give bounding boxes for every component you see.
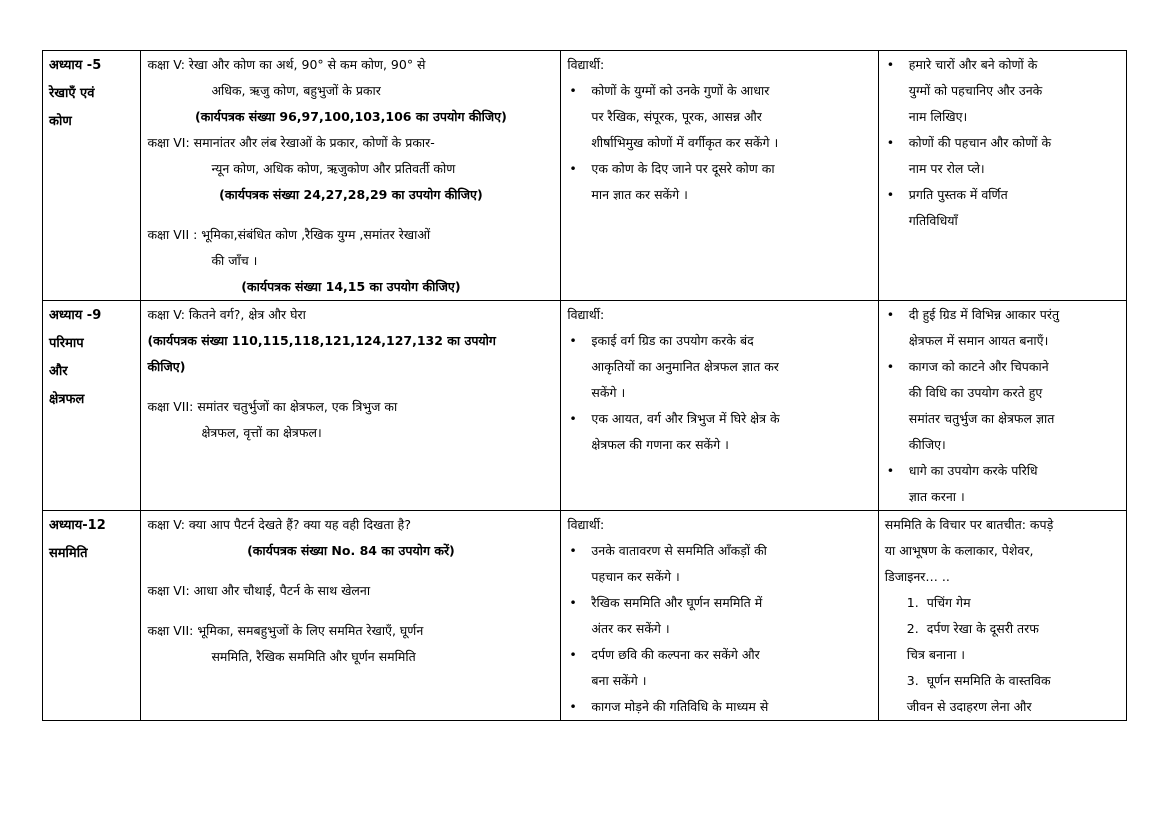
list-item-line: पर रैखिक, संपूरक, पूरक, आसन्न और <box>591 109 762 124</box>
list-item-line: • रैखिक सममिति और घूर्णन सममिति में <box>591 595 763 610</box>
item-text: दर्पण रेखा के दूसरी तरफ <box>926 621 1039 636</box>
spacer <box>147 564 554 578</box>
topic-line: कीजिए) <box>147 359 186 374</box>
students-heading: विद्यार्थी: <box>567 57 605 72</box>
list-item-line: कीजिए। <box>908 437 946 452</box>
list-item-line: • कोणों के युग्मों को उनके गुणों के आधार <box>591 83 770 98</box>
list-item <box>885 182 1120 234</box>
numbered-activity-list <box>885 590 1120 720</box>
table-row <box>43 51 1127 301</box>
class-topics-cell <box>141 51 561 301</box>
list-item-line: शीर्षाभिमुख कोणों में वर्गीकृत कर सकेंगे । <box>591 135 779 150</box>
activities-cell <box>878 511 1126 721</box>
chapter-cell <box>43 51 141 301</box>
learning-outcomes-cell <box>561 301 878 511</box>
topic-line: कक्षा VII : भूमिका,संबंधित कोण ,रैखिक युग्म ,समांतर रेखाओं <box>147 227 431 242</box>
list-item <box>885 130 1120 182</box>
topic-line: कक्षा V: रेखा और कोण का अर्थ, 90° से कम कोण, 90° से <box>147 57 426 72</box>
learning-outcomes-cell <box>561 511 878 721</box>
list-item-line: बना सकेंगे । <box>591 673 647 688</box>
topic-line: कक्षा V: कितने वर्ग?, क्षेत्र और घेरा <box>147 307 306 322</box>
class-topics-cell <box>141 511 561 721</box>
list-item <box>885 52 1120 130</box>
numbered-item <box>907 668 1120 694</box>
chapter-title-line: अध्याय-12 <box>49 518 106 533</box>
topic-line: कक्षा VI: आधा और चौथाई, पैटर्न के साथ खेलना <box>147 583 371 598</box>
list-item-line: • इकाई वर्ग ग्रिड का उपयोग करके बंद <box>591 333 754 348</box>
activity-intro-line: डिजाइनर… .. <box>884 569 950 584</box>
list-item <box>885 458 1120 510</box>
list-item-line: ज्ञात करना । <box>908 489 965 504</box>
list-item <box>567 538 871 590</box>
list-item-line: • दर्पण छवि की कल्पना कर सकेंगे और <box>591 647 760 662</box>
learning-outcomes-cell <box>561 51 878 301</box>
list-item-line: मान ज्ञात कर सकेंगे । <box>591 187 688 202</box>
list-item-line: • प्रगति पुस्तक में वर्णित <box>908 187 1008 202</box>
topic-line: कक्षा VII: भूमिका, समबहुभुजों के लिए सममित रेखाएँ, घूर्णन <box>147 623 424 638</box>
list-item <box>567 328 871 406</box>
list-item <box>567 694 871 720</box>
activities-cell <box>878 51 1126 301</box>
list-item-line: क्षेत्रफल की गणना कर सकेंगे । <box>591 437 729 452</box>
students-heading: विद्यार्थी: <box>567 307 605 322</box>
spacer <box>147 208 554 222</box>
topic-line: न्यून कोण, अधिक कोण, ऋजुकोण और प्रतिवर्ती कोण <box>211 161 456 176</box>
topic-line: क्षेत्रफल, वृत्तों का क्षेत्रफल। <box>201 425 322 440</box>
outcome-list <box>567 328 871 458</box>
item-number: 2. <box>906 621 919 636</box>
list-item-line: • दी हुई ग्रिड में विभिन्न आकार परंतु <box>908 307 1060 322</box>
item-text-continued: जीवन से उदाहरण लेना और <box>906 699 1032 714</box>
topic-line: की जाँच । <box>211 253 258 268</box>
list-item-line: • कागज मोड़ने की गतिविधि के माध्यम से <box>591 699 769 714</box>
class-topics-cell <box>141 301 561 511</box>
chapter-title-line: सममिति <box>49 546 88 561</box>
worksheet-note: (कार्यपत्रक संख्या 24,27,28,29 का उपयोग कीजिए) <box>219 187 483 202</box>
list-item-line: आकृतियों का अनुमानित क्षेत्रफल ज्ञात कर <box>591 359 779 374</box>
list-item-line: • उनके वातावरण से सममिति आँकड़ों की <box>591 543 767 558</box>
table-row <box>43 511 1127 721</box>
list-item-line: • हमारे चारों और बने कोणों के <box>908 57 1038 72</box>
outcome-list <box>567 78 871 208</box>
worksheet-note: (कार्यपत्रक संख्या 14,15 का उपयोग कीजिए) <box>241 279 461 294</box>
worksheet-note: (कार्यपत्रक संख्या No. 84 का उपयोग करें) <box>247 543 455 558</box>
activity-intro-line: सममिति के विचार पर बातचीत: कपड़े <box>884 517 1054 532</box>
table-row <box>43 301 1127 511</box>
activities-cell <box>878 301 1126 511</box>
list-item-line: • कागज को काटने और चिपकाने <box>908 359 1049 374</box>
list-item-line: समांतर चतुर्भुज का क्षेत्रफल ज्ञात <box>908 411 1055 426</box>
spacer <box>147 604 554 618</box>
item-text-continued: चित्र बनाना । <box>906 647 966 662</box>
list-item <box>567 78 871 156</box>
chapter-cell <box>43 301 141 511</box>
numbered-item <box>907 616 1120 642</box>
list-item-line: नाम पर रोल प्ले। <box>908 161 985 176</box>
activity-list <box>885 302 1120 510</box>
list-item-line: की विधि का उपयोग करते हुए <box>908 385 1043 400</box>
list-item <box>567 406 871 458</box>
topic-line: (कार्यपत्रक संख्या 110,115,118,121,124,127,132 का उपयोग <box>147 333 496 348</box>
list-item <box>567 590 871 642</box>
item-text: पचिंग गेम <box>926 595 971 610</box>
list-item-line: सकेंगे । <box>591 385 626 400</box>
chapter-title-line: क्षेत्रफल <box>49 392 85 407</box>
list-item-line: गतिविधियाँ <box>908 213 958 228</box>
list-item-line: क्षेत्रफल में समान आयत बनाएँ। <box>908 333 1049 348</box>
topic-line: अधिक, ऋजु कोण, बहुभुजों के प्रकार <box>211 83 381 98</box>
spacer <box>147 380 554 394</box>
outcome-list <box>567 538 871 720</box>
list-item-line: • एक कोण के दिए जाने पर दूसरे कोण का <box>591 161 775 176</box>
topic-line: कक्षा V: क्या आप पैटर्न देखते हैं? क्या यह वही दिखता है? <box>147 517 411 532</box>
list-item <box>885 302 1120 354</box>
topic-line: कक्षा VII: समांतर चतुर्भुजों का क्षेत्रफल, एक त्रिभुज का <box>147 399 398 414</box>
list-item-line: नाम लिखिए। <box>908 109 968 124</box>
chapter-title-line: और <box>49 364 68 379</box>
item-text: घूर्णन सममिति के वास्तविक <box>926 673 1051 688</box>
activity-list <box>885 52 1120 234</box>
list-item <box>885 354 1120 458</box>
worksheet-note: (कार्यपत्रक संख्या 96,97,100,103,106 का उपयोग कीजिए) <box>195 109 507 124</box>
list-item-line: अंतर कर सकेंगे । <box>591 621 670 636</box>
list-item-line: • कोणों की पहचान और कोणों के <box>908 135 1052 150</box>
chapter-title-line: अध्याय -9 <box>49 308 102 323</box>
item-number: 3. <box>906 673 919 688</box>
chapter-title-line: परिमाप <box>49 336 84 351</box>
students-heading: विद्यार्थी: <box>567 517 605 532</box>
item-number: 1. <box>906 595 919 610</box>
list-item <box>567 156 871 208</box>
list-item <box>567 642 871 694</box>
chapter-title-line: अध्याय -5 <box>49 58 102 73</box>
chapter-title-line: कोण <box>49 114 72 129</box>
activity-intro-line: या आभूषण के कलाकार, पेशेवर, <box>884 543 1034 558</box>
list-item-line: पहचान कर सकेंगे । <box>591 569 680 584</box>
list-item-line: • एक आयत, वर्ग और त्रिभुज में घिरे क्षेत्र के <box>591 411 780 426</box>
lesson-plan-table <box>42 50 1127 721</box>
topic-line: कक्षा VI: समानांतर और लंब रेखाओं के प्रकार, कोणों के प्रकार- <box>147 135 435 150</box>
chapter-cell <box>43 511 141 721</box>
topic-line: सममिति, रैखिक सममिति और घूर्णन सममिति <box>211 649 416 664</box>
list-item-line: • धागे का उपयोग करके परिधि <box>908 463 1038 478</box>
chapter-title-line: रेखाएँ एवं <box>49 86 95 101</box>
numbered-item <box>907 590 1120 616</box>
list-item-line: युग्मों को पहचानिए और उनके <box>908 83 1043 98</box>
